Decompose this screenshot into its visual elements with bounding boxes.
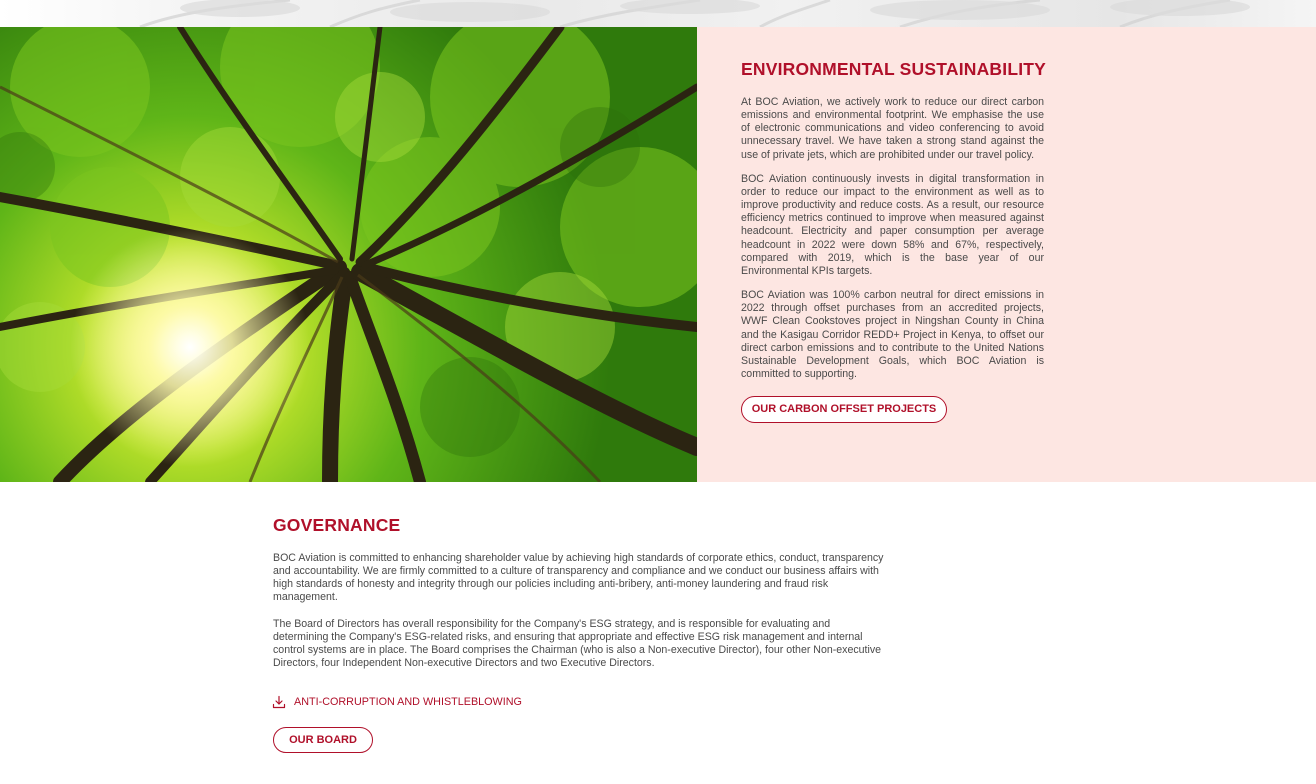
governance-title: GOVERNANCE [273,515,401,535]
environmental-paragraph-1: At BOC Aviation, we actively work to reduce our direct carbon emissions and environmental footprint. We emphasise the use of electronic communications and video conferencing to avoid unnecessary travel. We have taken a strong stand against the use of private jets, which are prohibited under our travel policy. [741,96,1044,161]
anti-corruption-link-label: ANTI-CORRUPTION AND WHISTLEBLOWING [294,696,522,708]
governance-paragraph-2: The Board of Directors has overall responsibility for the Company's ESG strategy, and is responsible for evaluating and determining the Company's ESG-related risks, and ensuring that appropriate and effective ESG risk management and internal control systems are in place. The Board comprises the Chairman (who is also a Non-executive Director), four other Non-executive Directors, four Independent Non-executive Directors and two Executive Directors. [273,617,882,670]
environmental-paragraph-3: BOC Aviation was 100% carbon neutral for direct emissions in 2022 through offset purchases from an accredited projects, WWF Clean Cookstoves project in Ningshan County in China and the Kasigau Corridor REDD+ Project in Kenya, to offset our direct carbon emissions and to contribute to the United Nations Sustainable Development Goals, which BOC Aviation is committed to supporting. [741,289,1044,380]
forest-canopy-image [0,27,697,482]
carbon-offset-projects-button[interactable]: OUR CARBON OFFSET PROJECTS [741,396,947,423]
anti-corruption-download-link[interactable] [272,695,522,709]
environmental-content [741,59,1047,381]
download-icon [272,695,286,709]
our-board-button[interactable]: OUR BOARD [273,727,373,753]
environmental-section [0,27,1316,482]
governance-paragraph-1: BOC Aviation is committed to enhancing shareholder value by achieving high standards of corporate ethics, conduct, transparency and accountability. We are firmly committed to a culture of transparency and compliance and we conduct our business affairs with high standards of honesty and integrity through our policies including anti-bribery, anti-money laundering and fraud risk management. [273,552,884,604]
environmental-paragraph-2: BOC Aviation continuously invests in digital transformation in order to reduce our impact to the environment as well as to improve productivity and reduce costs. As a result, our resource efficiency metrics continued to improve when measured against headcount. Electricity and paper consumption per average headcount in 2022 were down 58% and 67%, respectively, compared with 2019, which is the base year of our Environmental KPIs targets. [741,172,1044,277]
environmental-title: ENVIRONMENTAL SUSTAINABILITY [741,59,1047,79]
governance-section [273,515,887,670]
top-decorative-strip [0,0,1316,27]
